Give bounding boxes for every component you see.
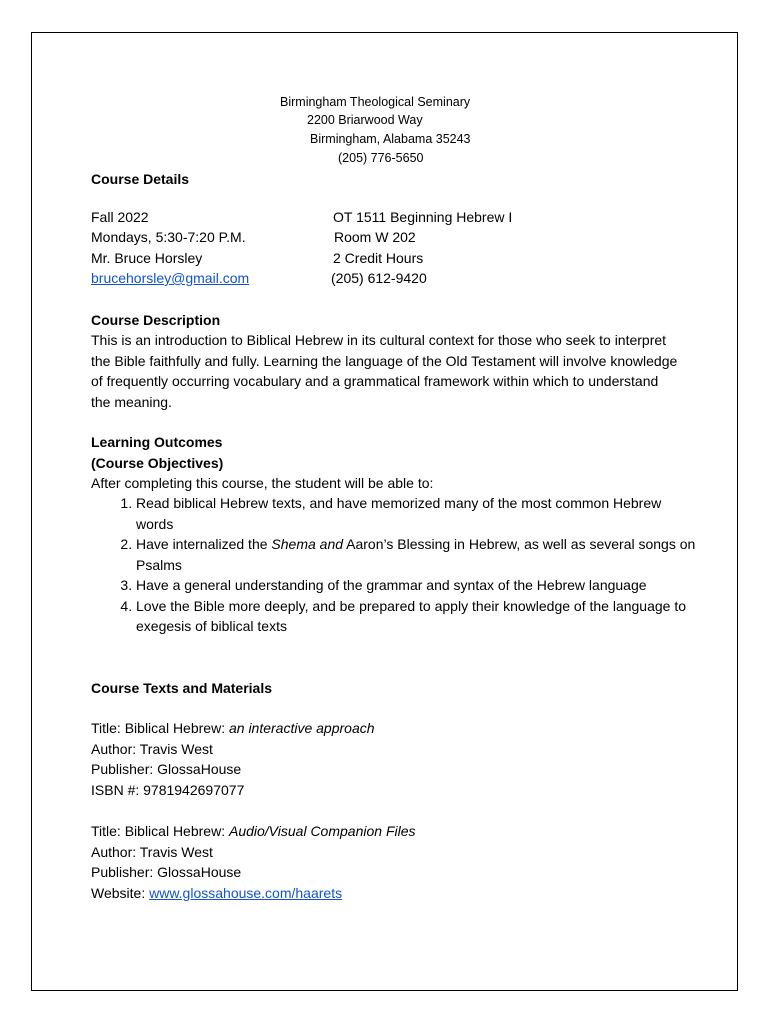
instructor-phone: (205) 612-9420 <box>331 270 427 286</box>
instructor-email-link[interactable]: brucehorsley@gmail.com <box>91 270 250 286</box>
book-2 <box>91 821 416 903</box>
book-2-title: Title: Biblical Hebrew: Audio/Visual Companion Files <box>91 823 416 839</box>
outcome-item: 3. Have a general understanding of the grammar and syntax of the Hebrew language <box>136 575 696 596</box>
learning-outcomes-heading: Learning Outcomes <box>91 434 223 450</box>
website-link[interactable]: www.glossahouse.com/haarets <box>149 884 343 901</box>
institution-street: 2200 Briarwood Way <box>307 113 423 127</box>
course-details-heading: Course Details <box>91 171 190 187</box>
book-1 <box>91 718 375 800</box>
institution-name: Birmingham Theological Seminary <box>280 95 471 109</box>
outcome-item: 1. Read biblical Hebrew texts, and have memorized many of the most common Hebrew words <box>136 493 696 534</box>
book-1-author: Author: Travis West <box>91 740 213 757</box>
book-2-publisher: Publisher: GlossaHouse <box>91 864 242 880</box>
course-schedule: Mondays, 5:30-7:20 P.M. <box>91 229 246 245</box>
course-credits: 2 Credit Hours <box>333 250 424 266</box>
outcome-item: 4. Love the Bible more deeply, and be prepared to apply their knowledge of the language to exegesis of biblical texts <box>136 596 696 637</box>
book-1-title: Title: Biblical Hebrew: an interactive approach <box>91 720 375 736</box>
course-objectives-subheading: (Course Objectives) <box>91 455 224 471</box>
outcome-item: 2. Have internalized the Shema and Aaron’s Blessing in Hebrew, as well as several songs on Psalms <box>136 534 696 575</box>
course-description-heading: Course Description <box>91 312 221 328</box>
materials-heading: Course Texts and Materials <box>91 680 273 696</box>
book-1-publisher: Publisher: GlossaHouse <box>91 761 242 777</box>
book-2-author: Author: Travis West <box>91 843 213 860</box>
course-room: Room W 202 <box>334 229 416 245</box>
outcomes-list <box>91 493 696 637</box>
book-1-isbn: ISBN #: 9781942697077 <box>91 781 245 798</box>
course-term: Fall 2022 <box>91 209 149 225</box>
course-description-text: This is an introduction to Biblical Hebrew in its cultural context for those who seek to interpret the Bible faithfully and fully. Learning the language of the Old Testament will involve knowledge of frequently occurring vocabulary and a grammatical framework within which to understand the meaning. <box>91 332 678 410</box>
course-code: OT 1511 Beginning Hebrew I <box>333 209 513 225</box>
institution-city: Birmingham, Alabama 35243 <box>310 132 471 146</box>
book-2-website: Website: www.glossahouse.com/haarets <box>91 884 343 901</box>
course-instructor: Mr. Bruce Horsley <box>91 250 203 266</box>
institution-phone: (205) 776-5650 <box>338 151 424 165</box>
outcomes-intro: After completing this course, the student will be able to: <box>91 475 434 491</box>
